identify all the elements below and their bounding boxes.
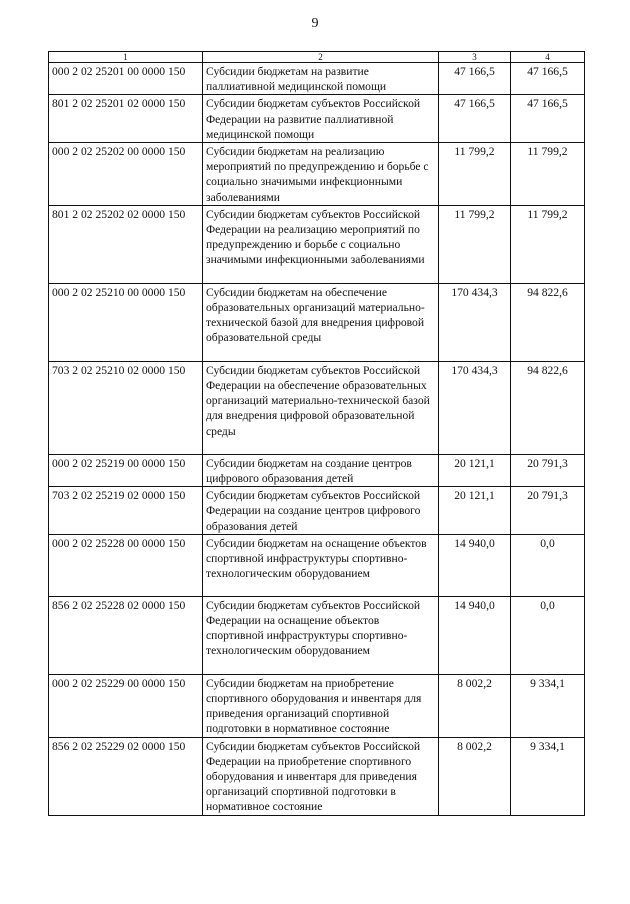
value-col3-cell: 8 002,2	[439, 737, 511, 815]
value-col4-cell: 11 799,2	[511, 143, 585, 206]
description-cell: Субсидии бюджетам субъектов Российской Федерации на создание центров цифрового образования детей	[203, 487, 439, 535]
value-col3-cell: 11 799,2	[439, 205, 511, 283]
value-col4-cell: 47 166,5	[511, 63, 585, 95]
table-row	[49, 487, 585, 535]
table-row	[49, 596, 585, 674]
value-col4-cell: 0,0	[511, 534, 585, 596]
table-row	[49, 674, 585, 737]
value-col4-cell: 20 791,3	[511, 487, 585, 535]
value-col3-cell: 8 002,2	[439, 674, 511, 737]
budget-code-cell: 000 2 02 25229 00 0000 150	[49, 674, 203, 737]
value-col4-cell: 9 334,1	[511, 674, 585, 737]
value-col4-cell: 0,0	[511, 596, 585, 674]
description-cell: Субсидии бюджетам на оснащение объектов спортивной инфраструктуры спортивно-технологическим оборудованием	[203, 534, 439, 596]
description-cell: Субсидии бюджетам на создание центров цифрового образования детей	[203, 454, 439, 486]
description-cell: Субсидии бюджетам на реализацию мероприятий по предупреждению и борьбе с социально значимыми инфекционными заболеваниями	[203, 143, 439, 206]
budget-code-cell: 856 2 02 25228 02 0000 150	[49, 596, 203, 674]
budget-code-cell: 856 2 02 25229 02 0000 150	[49, 737, 203, 815]
budget-code-cell: 801 2 02 25202 02 0000 150	[49, 205, 203, 283]
col-header-3: 3	[439, 52, 511, 63]
table-row	[49, 283, 585, 361]
budget-code-cell: 703 2 02 25210 02 0000 150	[49, 361, 203, 454]
value-col3-cell: 20 121,1	[439, 487, 511, 535]
value-col3-cell: 14 940,0	[439, 534, 511, 596]
table-row	[49, 454, 585, 486]
budget-table	[48, 51, 585, 816]
header-row	[49, 52, 585, 63]
description-cell: Субсидии бюджетам субъектов Российской Федерации на приобретение спортивного оборудования и инвентаря для приведения организаций спортивной подготовки в нормативное состояние	[203, 737, 439, 815]
description-cell: Субсидии бюджетам субъектов Российской Федерации на обеспечение образовательных организаций материально-технической базой для внедрения цифровой образовательной среды	[203, 361, 439, 454]
budget-code-cell: 000 2 02 25202 00 0000 150	[49, 143, 203, 206]
description-cell: Субсидии бюджетам субъектов Российской Федерации на оснащение объектов спортивной инфраструктуры спортивно-технологическим оборудованием	[203, 596, 439, 674]
col-header-2: 2	[203, 52, 439, 63]
table-row	[49, 534, 585, 596]
description-cell: Субсидии бюджетам субъектов Российской Федерации на развитие паллиативной медицинской помощи	[203, 95, 439, 143]
description-cell: Субсидии бюджетам субъектов Российской Федерации на реализацию мероприятий по предупреждению и борьбе с социально значимыми инфекционными заболеваниями	[203, 205, 439, 283]
description-cell: Субсидии бюджетам на развитие паллиативной медицинской помощи	[203, 63, 439, 95]
table-row	[49, 737, 585, 815]
value-col4-cell: 11 799,2	[511, 205, 585, 283]
value-col3-cell: 47 166,5	[439, 95, 511, 143]
value-col3-cell: 47 166,5	[439, 63, 511, 95]
value-col4-cell: 47 166,5	[511, 95, 585, 143]
value-col3-cell: 14 940,0	[439, 596, 511, 674]
table-row	[49, 361, 585, 454]
value-col3-cell: 170 434,3	[439, 361, 511, 454]
description-cell: Субсидии бюджетам на обеспечение образовательных организаций материально-технической базой для внедрения цифровой образовательной среды	[203, 283, 439, 361]
table-row	[49, 205, 585, 283]
budget-code-cell: 000 2 02 25201 00 0000 150	[49, 63, 203, 95]
budget-code-cell: 703 2 02 25219 02 0000 150	[49, 487, 203, 535]
table-row	[49, 95, 585, 143]
col-header-1: 1	[49, 52, 203, 63]
budget-code-cell: 801 2 02 25201 02 0000 150	[49, 95, 203, 143]
table-row	[49, 143, 585, 206]
value-col4-cell: 94 822,6	[511, 361, 585, 454]
col-header-4: 4	[511, 52, 585, 63]
page-number: 9	[311, 16, 319, 31]
table-row	[49, 63, 585, 95]
value-col4-cell: 20 791,3	[511, 454, 585, 486]
description-cell: Субсидии бюджетам на приобретение спортивного оборудования и инвентаря для приведения организаций спортивной подготовки в нормативное состояние	[203, 674, 439, 737]
value-col4-cell: 9 334,1	[511, 737, 585, 815]
budget-code-cell: 000 2 02 25228 00 0000 150	[49, 534, 203, 596]
value-col3-cell: 170 434,3	[439, 283, 511, 361]
budget-code-cell: 000 2 02 25210 00 0000 150	[49, 283, 203, 361]
value-col3-cell: 20 121,1	[439, 454, 511, 486]
budget-code-cell: 000 2 02 25219 00 0000 150	[49, 454, 203, 486]
value-col4-cell: 94 822,6	[511, 283, 585, 361]
value-col3-cell: 11 799,2	[439, 143, 511, 206]
